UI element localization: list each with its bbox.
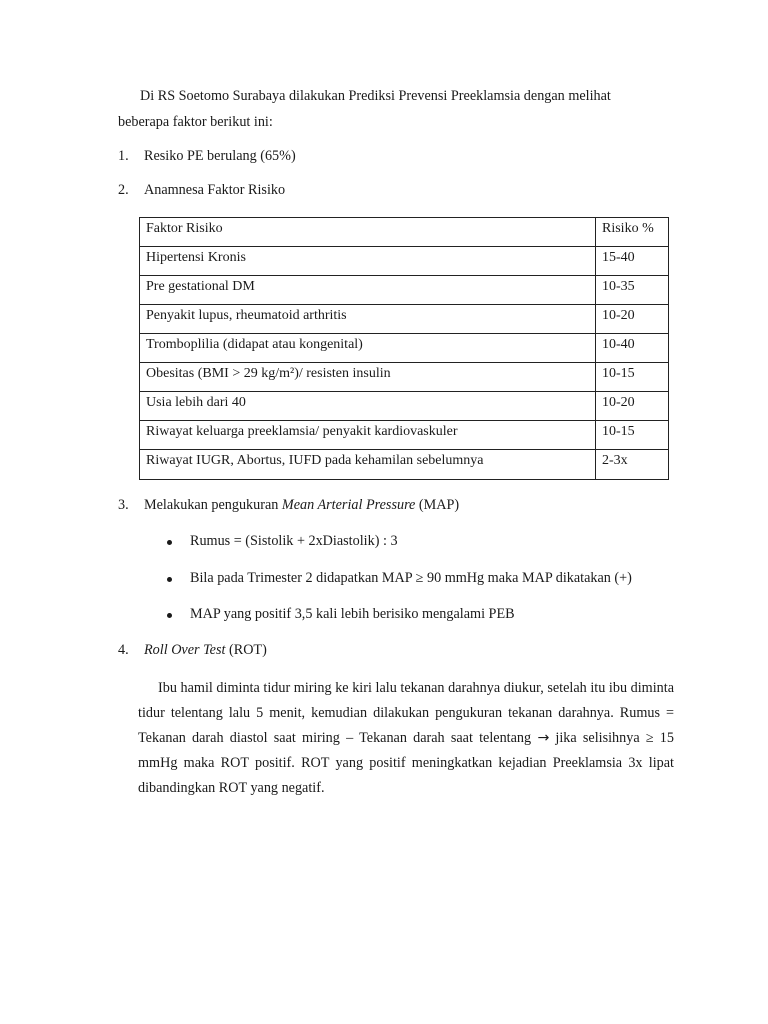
intro-line-2: beberapa faktor berikut ini: xyxy=(118,114,273,130)
table-row xyxy=(140,363,669,392)
table-row xyxy=(140,305,669,334)
table-row xyxy=(140,276,669,305)
table-cell: 2-3x xyxy=(596,450,669,480)
table-row xyxy=(140,450,669,480)
risk-factor-table xyxy=(139,217,669,480)
rot-paragraph-part-2: jika selisihnya ≥ 15 mmHg maka ROT positif. ROT yang positif meningkatkan kejadian Preeklamsia 3x lipat dibandingkan ROT yang negatif. xyxy=(138,730,674,796)
list-number-1: 1. xyxy=(118,148,129,164)
table-cell: 10-15 xyxy=(596,363,669,392)
bullet-icon xyxy=(167,540,172,545)
list-item-4-italic: Roll Over Test xyxy=(144,642,226,658)
list-number-4: 4. xyxy=(118,642,129,658)
table-cell: Tromboplilia (didapat atau kongenital) xyxy=(140,334,596,363)
table-cell: 10-20 xyxy=(596,305,669,334)
bullet-icon xyxy=(167,613,172,618)
table-cell: 15-40 xyxy=(596,247,669,276)
table-cell: 10-20 xyxy=(596,392,669,421)
bullet-text: Rumus = (Sistolik + 2xDiastolik) : 3 xyxy=(190,533,398,549)
list-item-4-suffix: (ROT) xyxy=(225,642,267,658)
table-row xyxy=(140,334,669,363)
table-cell: 10-35 xyxy=(596,276,669,305)
rot-paragraph xyxy=(138,676,674,801)
bullet-icon xyxy=(167,577,172,582)
table-cell: Penyakit lupus, rheumatoid arthritis xyxy=(140,305,596,334)
table-cell: Usia lebih dari 40 xyxy=(140,392,596,421)
intro-line-1: Di RS Soetomo Surabaya dilakukan Prediksi Prevensi Preeklamsia dengan melihat xyxy=(140,88,611,104)
table-header-cell: Faktor Risiko xyxy=(140,218,596,247)
list-number-2: 2. xyxy=(118,182,129,198)
table-header-row xyxy=(140,218,669,247)
list-number-3: 3. xyxy=(118,497,129,513)
list-item-2: Anamnesa Faktor Risiko xyxy=(144,182,286,198)
table-cell: 10-40 xyxy=(596,334,669,363)
bullet-text: MAP yang positif 3,5 kali lebih berisiko mengalami PEB xyxy=(190,606,515,622)
list-item-1: Resiko PE berulang (65%) xyxy=(144,148,296,164)
table-row xyxy=(140,421,669,450)
rot-paragraph-text xyxy=(138,676,674,801)
list-item-3-prefix: Melakukan pengukuran xyxy=(144,497,282,513)
list-item-4 xyxy=(144,642,267,659)
table-row xyxy=(140,247,669,276)
table-cell: Riwayat IUGR, Abortus, IUFD pada kehamilan sebelumnya xyxy=(140,450,596,480)
rot-paragraph-part-1: Ibu hamil diminta tidur miring ke kiri lalu tekanan darahnya diukur, setelah itu ibu diminta tidur telentang lalu 5 menit, kemudian dilakukan pengukuran tekanan darahnya. Rumus = Tekanan darah diastol saat miring – Tekanan darah saat telentang xyxy=(138,680,674,746)
list-item-3-italic: Mean Arterial Pressure xyxy=(281,497,416,513)
table-cell: Obesitas (BMI > 29 kg/m²)/ resisten insulin xyxy=(140,363,596,392)
table-cell: Hipertensi Kronis xyxy=(140,247,596,276)
table-row xyxy=(140,392,669,421)
bullet-text: Bila pada Trimester 2 didapatkan MAP ≥ 90 mmHg maka MAP dikatakan (+) xyxy=(190,570,632,586)
table-header-cell: Risiko % xyxy=(596,218,669,247)
list-item-3 xyxy=(144,497,459,514)
table-cell: 10-15 xyxy=(596,421,669,450)
table-cell: Riwayat keluarga preeklamsia/ penyakit kardiovaskuler xyxy=(140,421,596,450)
arrow-right-icon: → xyxy=(537,730,550,746)
table-cell: Pre gestational DM xyxy=(140,276,596,305)
list-item-3-suffix: (MAP) xyxy=(415,497,460,513)
